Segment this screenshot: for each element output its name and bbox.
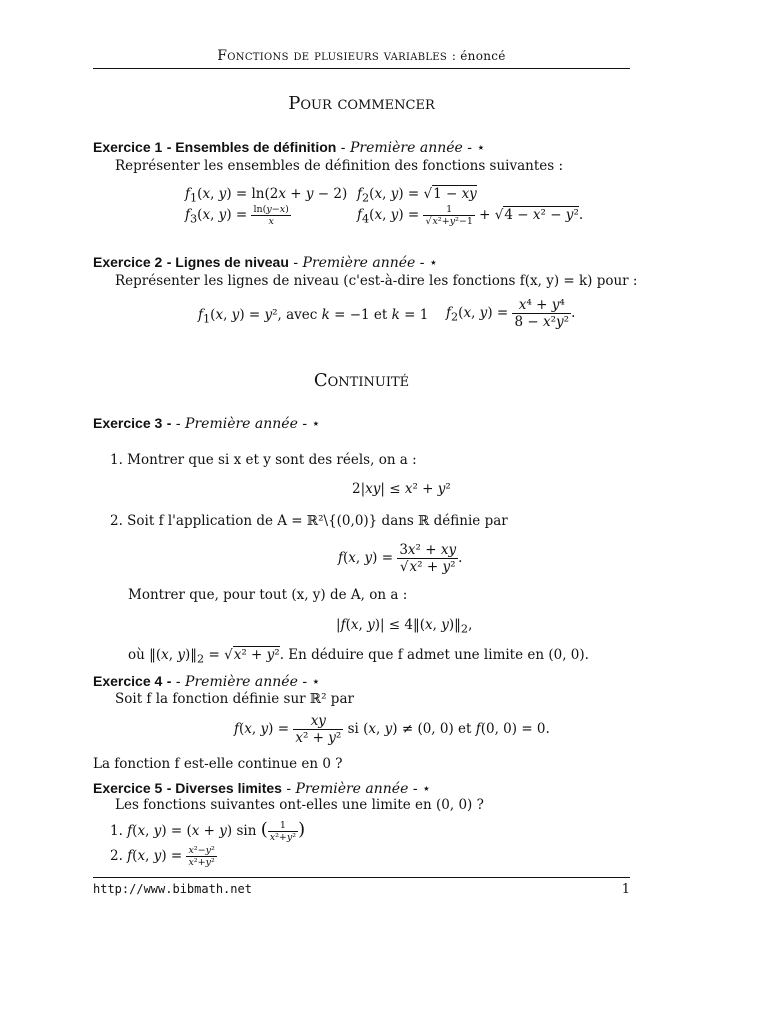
formula-f-ex4: f(x, y) = $\frac{xy}{\text{x² + y²}}$ si (x, y) ≠ (0, 0) et f(0, 0) = 0.: [234, 713, 550, 746]
formula-f2-domain: $f_2(x$, y) = √1 − xy: [357, 186, 477, 205]
exercise-4-stars: ⋆: [311, 674, 321, 690]
exercise-5-title: - Diverses limites: [166, 780, 282, 796]
section-title-continuite: Continuité: [313, 370, 410, 391]
exercise-4-title: -: [166, 673, 172, 689]
formula-f3-domain: $f_3(x$, y) = $\frac{\ln(y-x)}{x}$: [185, 204, 289, 227]
exercise-3-item-1: 1. Montrer que si x et y sont des réels, on a :: [110, 452, 417, 468]
header-rule: [93, 68, 630, 69]
exercise-1-title: - Ensembles de définition: [166, 139, 337, 155]
exercise-2-level: - Première année -: [293, 255, 425, 271]
exercise-3-item-2c: En déduire que f admet une limite en (0, 0).: [288, 647, 589, 663]
exercise-3-heading: [93, 415, 320, 432]
exercise-1-level: - Première année -: [340, 140, 472, 156]
exercise-3-level: - Première année -: [175, 416, 308, 432]
exercise-3-item-2b: Montrer que, pour tout (x, y) de A, on a :: [128, 587, 408, 603]
exercise-2-title: - Lignes de niveau: [166, 254, 289, 270]
exercise-2-stars: ⋆: [428, 255, 438, 271]
formula-inequality-2: |f(x, y)| ≤ 4‖(x, $y)‖_2$,: [336, 617, 473, 636]
formula-inequality-1: 2|xy| ≤ x² + y²: [352, 481, 451, 497]
formula-f4-domain: $f_4(x$, y) = $\frac{1}{\text{√x²+y²−1}}$ + √4 − x² − y².: [357, 204, 584, 227]
footer-rule: [93, 877, 630, 878]
exercise-3-stars: ⋆: [311, 416, 321, 432]
exercise-2-heading: [93, 254, 438, 271]
exercise-3-item-2: 2. Soit f l'application de A = ℝ²\{(0,0)} dans ℝ définie par: [110, 513, 508, 529]
exercise-3-number: Exercice 3: [93, 415, 163, 431]
formula-f1-domain: $f_1(x$, y) = ln(2x + y − 2): [185, 186, 348, 205]
header-title: Fonctions de plusieurs variables: [217, 48, 448, 64]
exercise-4-level: - Première année -: [175, 674, 308, 690]
header-subtitle: : énoncé: [451, 49, 506, 63]
exercise-2-number: Exercice 2: [93, 254, 163, 270]
exercise-3-title: -: [166, 415, 172, 431]
formula-f-definition: f(x, y) = $\frac{\text{3x² + xy}}{\text{√x² + y²}}$ .: [338, 542, 463, 575]
exercise-5-statement: Les fonctions suivantes ont-elles une limite en (0, 0) ?: [115, 797, 484, 813]
exercise-5-heading: [93, 780, 431, 797]
exercise-5-stars: ⋆: [422, 781, 431, 797]
exercise-5-item-2: 2. f(x, y) = $\frac{\text{x²−y²}}{\text{x²+y²}}$: [110, 845, 215, 868]
footer-url[interactable]: http://www.bibmath.net: [93, 882, 252, 896]
page-header: [93, 48, 630, 64]
exercise-1-stars: ⋆: [476, 140, 486, 156]
exercise-5-number: Exercice 5: [93, 780, 163, 796]
exercise-4-statement: Soit f la fonction définie sur ℝ² par: [115, 691, 354, 707]
exercise-5-item-1: 1. f(x, y) = (x + y) sin ( $\frac{1}{\text{x²+y²}}$ ): [110, 819, 306, 843]
exercise-1-statement: Représenter les ensembles de définition des fonctions suivantes :: [115, 158, 564, 174]
page-number: 1: [621, 882, 630, 897]
formula-f2-level: $f_2(x$, y) = $\frac{\text{x⁴ + y⁴}}{\text{8 − x²y²}}$ .: [446, 297, 576, 330]
exercise-3-item-2c-line: où ‖(x, $y)‖_2 = √x^2 + y^2$. En déduire que f admet une limite en (0, 0).: [128, 647, 589, 666]
exercise-1-number: Exercice 1: [93, 139, 163, 155]
exercise-2-statement: Représenter les lignes de niveau (c'est-à-dire les fonctions f(x, y) = k) pour :: [115, 273, 638, 289]
exercise-5-level: - Première année -: [286, 781, 418, 797]
exercise-1-heading: [93, 139, 485, 156]
exercise-4-question: La fonction f est-elle continue en 0 ?: [93, 756, 343, 772]
exercise-4-heading: [93, 673, 320, 690]
exercise-4-number: Exercice 4: [93, 673, 163, 689]
section-title-pour-commencer: Pour commencer: [288, 93, 435, 114]
formula-f1-level: $f_1(x$, y) = y², avec k = −1 et k = 1: [198, 307, 429, 326]
